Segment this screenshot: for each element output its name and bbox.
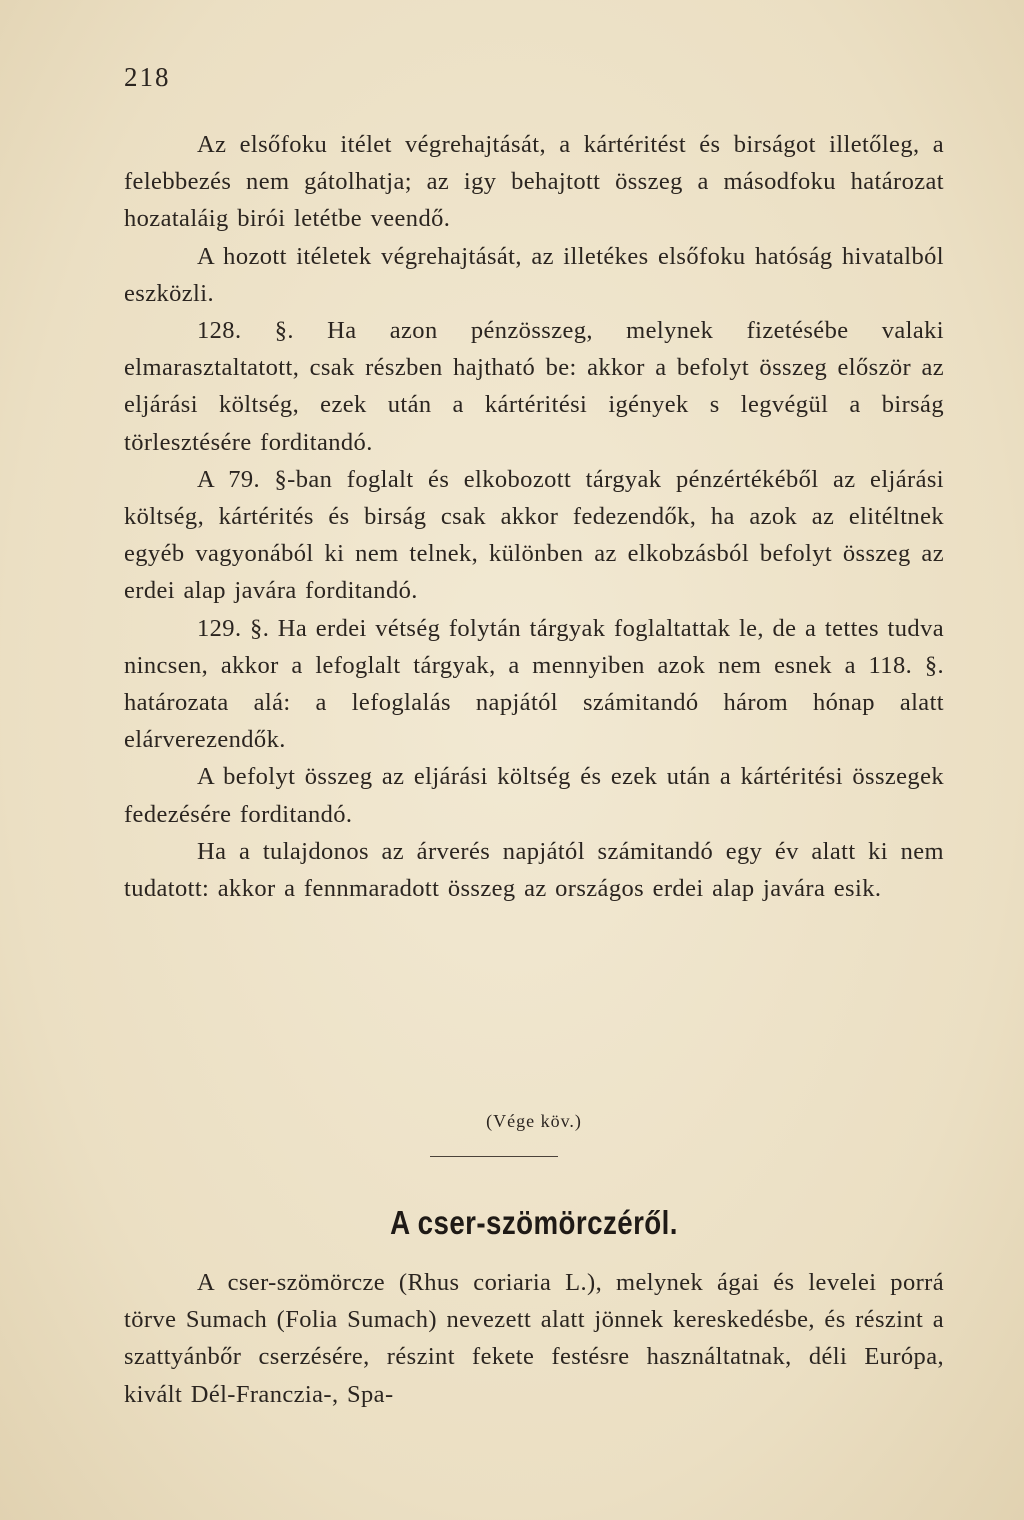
page-number: 218 [124,62,171,92]
paragraph: 129. §. Ha erdei vétség folytán tárgyak foglaltattak le, de a tettes tudva nincsen, akkor a lefoglalt tárgyak, a mennyiben azok nem esnek a 118. §. határozata alá: a lefoglalás napjától számitandó három hónap alatt elárverezendők. [124,614,944,754]
section-divider [430,1156,558,1157]
paragraph: A befolyt összeg az eljárási költség és ezek után a kártéritési összegek fedezésére forditandó. [124,763,944,828]
paragraph: 128. §. Ha azon pénzösszeg, melynek fizetésébe valaki elmarasztaltatott, csak részben hajtható be: akkor a befolyt összeg először az eljárási költség, ezek után a kártéritési igények s legvégül a birság törlesztésére forditandó. [124,317,944,456]
section-heading: A cser-szömörczéről. [390,1204,678,1241]
section-text [124,1264,944,1413]
continued-note: (Vége köv.) [486,1111,582,1131]
paragraph: Az elsőfoku itélet végrehajtását, a kártéritést és birságot illetőleg, a felebbezés nem gátolhatja; az igy behajtott összeg a másodfoku határozat hozataláig birói letétbe veendő. [124,131,944,233]
paragraph: A 79. §-ban foglalt és elkobozott tárgyak pénzértékéből az eljárási költség, kártérités és birság csak akkor fedezendők, ha azok az elitéltnek egyéb vagyonából ki nem telnek, különben az elkobzásból befolyt összeg az erdei alap javára forditandó. [124,465,944,605]
article-continuation [124,126,944,907]
paragraph: A hozott itéletek végrehajtását, az illetékes elsőfoku hatóság hivatalból eszközli. [124,242,944,307]
paragraph: Ha a tulajdonos az árverés napjától számitandó egy év alatt ki nem tudatott: akkor a fennmaradott összeg az országos erdei alap javára esik. [124,837,944,903]
paragraph: A cser-szömörcze (Rhus coriaria L.), melynek ágai és levelei porrá törve Sumach (Folia Sumach) nevezett alatt jönnek kereskedésbe, és részint a szattyánbőr cserzésére, részint fekete festésre használtatnak, déli Európa, kivált Dél-Franczia-, Spa- [124,1269,944,1408]
